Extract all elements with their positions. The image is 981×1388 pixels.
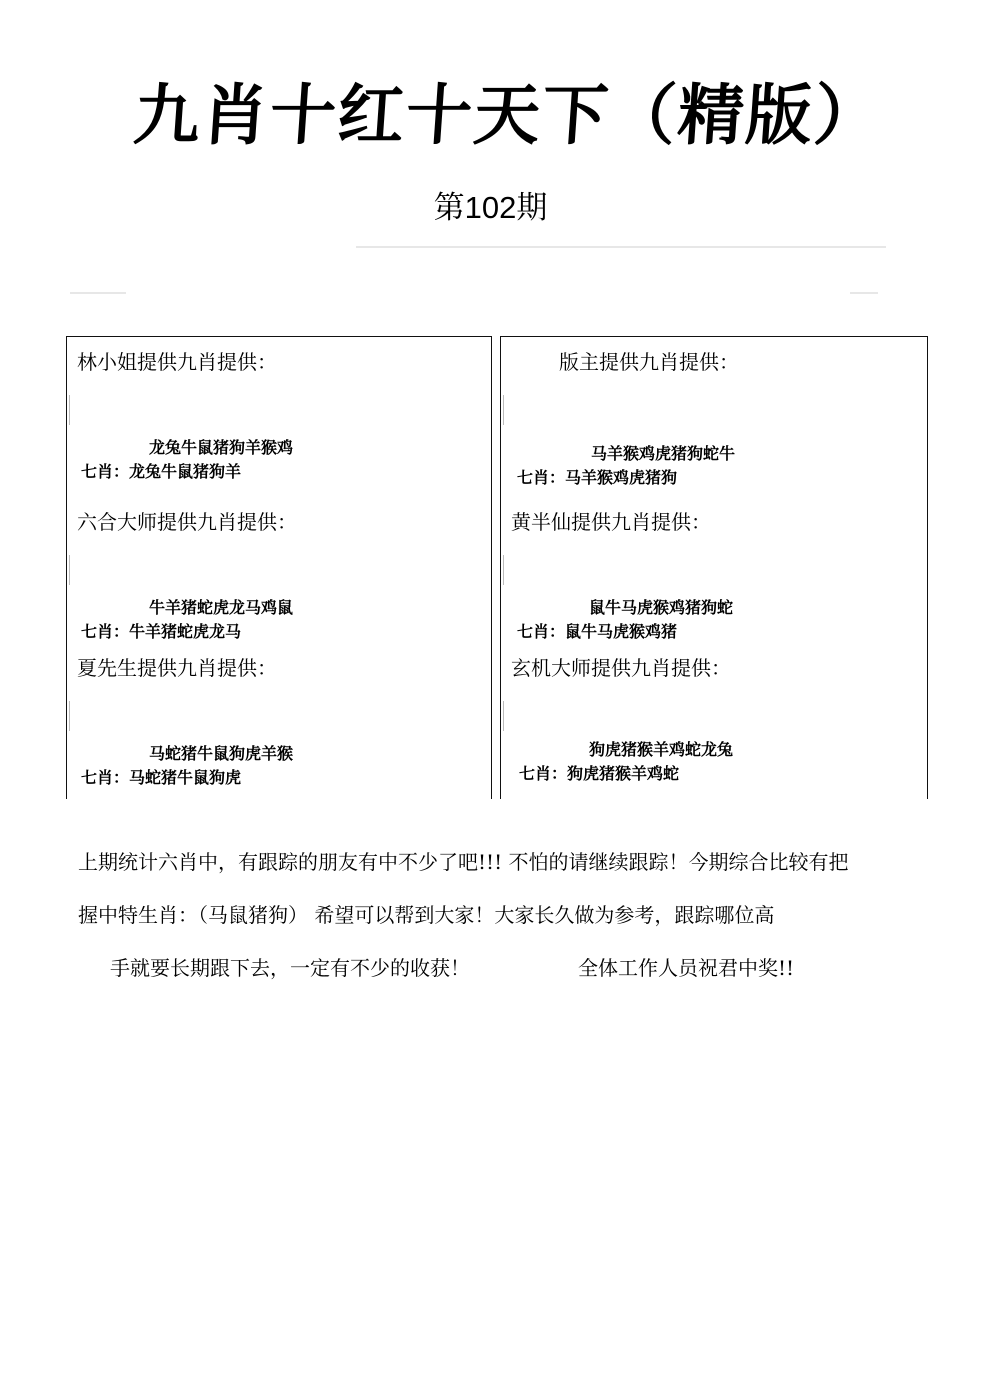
seven-zodiac: 七肖：牛羊猪蛇虎龙马 — [81, 622, 242, 641]
panel-block — [67, 497, 491, 647]
seven-zodiac: 七肖：狗虎猪猴羊鸡蛇 — [519, 764, 680, 783]
nine-zodiac: 马羊猴鸡虎猪狗蛇牛 — [591, 444, 736, 463]
seven-zodiac: 七肖：鼠牛马虎猴鸡猪 — [517, 622, 678, 641]
panel-heading: 黄半仙提供九肖提供： — [511, 510, 711, 534]
nine-zodiac: 鼠牛马虎猴鸡猪狗蛇 — [589, 598, 734, 617]
divider — [69, 555, 70, 585]
seven-zodiac: 七肖：马蛇猪牛鼠狗虎 — [81, 768, 242, 787]
divider — [69, 701, 70, 731]
right-panel — [500, 336, 928, 799]
divider — [503, 701, 504, 731]
panel-block — [501, 497, 927, 647]
footer-line-1: 上期统计六肖中，有跟踪的朋友有中不少了吧!!! 不怕的请继续跟踪！今期综合比较有把 — [78, 850, 849, 874]
panel-heading: 林小姐提供九肖提供： — [77, 350, 277, 374]
panel-heading: 夏先生提供九肖提供： — [77, 656, 277, 680]
divider — [356, 246, 886, 248]
page-title: 九肖十红十天下（精版） — [131, 76, 885, 154]
footer-closing: 全体工作人员祝君中奖!! — [578, 956, 795, 980]
panel-block — [67, 643, 491, 793]
issue-number: 第102期 — [433, 190, 548, 225]
divider — [69, 395, 70, 425]
panel-block — [67, 337, 491, 487]
nine-zodiac: 马蛇猪牛鼠狗虎羊猴 — [149, 744, 294, 763]
nine-zodiac: 牛羊猪蛇虎龙马鸡鼠 — [149, 598, 294, 617]
panel-heading: 六合大师提供九肖提供： — [77, 510, 297, 534]
panel-heading: 玄机大师提供九肖提供： — [511, 656, 731, 680]
divider — [503, 555, 504, 585]
nine-zodiac: 狗虎猪猴羊鸡蛇龙兔 — [589, 740, 734, 759]
divider — [503, 395, 504, 425]
nine-zodiac: 龙兔牛鼠猪狗羊猴鸡 — [149, 438, 294, 457]
left-panel — [66, 336, 492, 799]
divider — [850, 292, 878, 294]
divider — [70, 292, 126, 294]
footer-line-3: 手就要长期跟下去，一定有不少的收获！ — [110, 956, 470, 980]
panel-block — [501, 337, 927, 487]
footer-line-2: 握中特生肖：（马鼠猪狗） 希望可以帮到大家！大家长久做为参考，跟踪哪位高 — [78, 903, 775, 927]
seven-zodiac: 七肖：龙兔牛鼠猪狗羊 — [81, 462, 242, 481]
panel-heading: 版主提供九肖提供： — [559, 350, 739, 374]
panel-block — [501, 643, 927, 793]
seven-zodiac: 七肖：马羊猴鸡虎猪狗 — [517, 468, 678, 487]
